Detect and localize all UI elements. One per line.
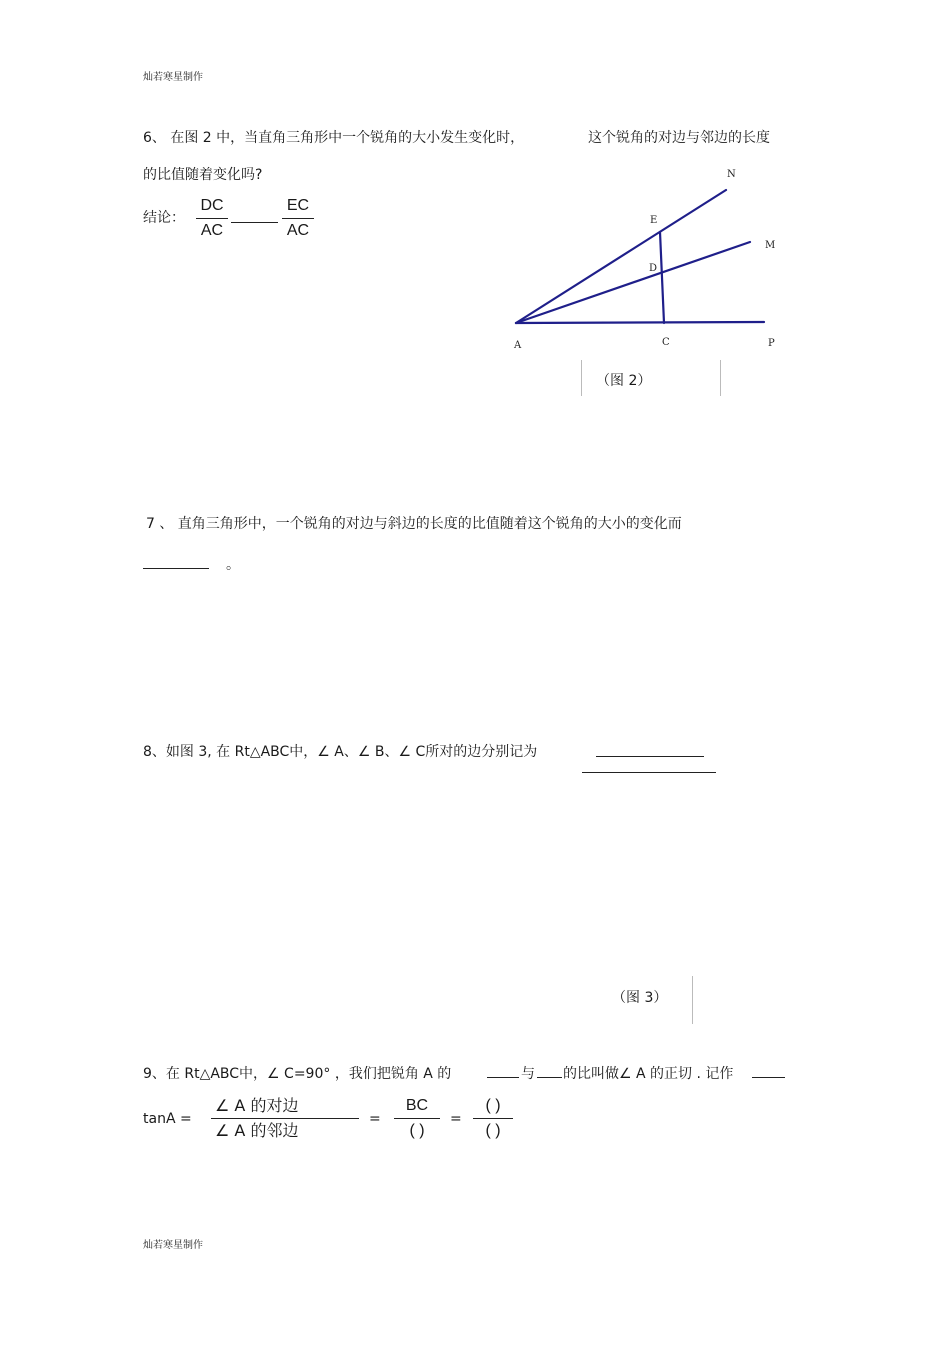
label-a: A <box>514 340 522 351</box>
fraction-denominator: AC <box>286 222 310 239</box>
figure-2-frame-left <box>581 360 582 396</box>
q6-fraction-ec-ac <box>282 196 314 241</box>
q8-text-line1: 8、如图 3, 在 Rt△ABC中，∠ A、∠ B、∠ C所对的边分别记为 <box>143 744 538 760</box>
page-footer: 灿若寒星制作 <box>143 1240 203 1251</box>
fraction-bar <box>211 1118 359 1119</box>
fraction-bar <box>282 218 314 219</box>
q6-answer-blank[interactable] <box>231 222 278 223</box>
line-am <box>516 242 750 323</box>
fraction-denominator: AC <box>200 222 224 239</box>
q7-period: 。 <box>226 557 240 573</box>
line-an <box>516 190 726 323</box>
q9-blank-3[interactable] <box>752 1077 785 1078</box>
figure-3-caption: （图 3） <box>612 990 668 1006</box>
q9-text-part-b: 与 <box>521 1066 535 1082</box>
label-n: N <box>727 169 736 180</box>
q6-text-line1b: 这个锐角的对边与邻边的长度 <box>588 130 770 146</box>
page-header: 灿若寒星制作 <box>143 72 203 83</box>
fraction-numerator: ( ) <box>485 1097 501 1114</box>
fraction-denominator: ( ) <box>409 1122 425 1139</box>
q9-text-part-a: 9、在 Rt△ABC中，∠ C=90° ，我们把锐角 A 的 <box>143 1066 452 1082</box>
figure-2-diagram <box>500 160 800 360</box>
q7-answer-blank[interactable] <box>143 568 209 569</box>
q9-equals-2: = <box>450 1111 462 1127</box>
fraction-bar <box>473 1118 513 1119</box>
figure-3-frame-right <box>692 976 693 1024</box>
q8-answer-blank-1[interactable] <box>596 756 704 757</box>
label-c: C <box>662 337 670 348</box>
q9-equals-1: = <box>369 1111 381 1127</box>
fraction-numerator: ∠ A 的对边 <box>215 1096 299 1115</box>
q8-answer-blank-2[interactable] <box>582 772 716 773</box>
line-ec <box>660 232 664 323</box>
line-ap <box>516 322 764 323</box>
figure-2-caption: （图 2） <box>596 373 652 389</box>
q7-text-line1: 7 、 直角三角形中，一个锐角的对边与斜边的长度的比值随着这个锐角的大小的变化而 <box>146 516 682 532</box>
fraction-denominator: ∠ A 的邻边 <box>215 1121 299 1140</box>
q6-text-line2: 的比值随着变化吗? <box>143 167 263 183</box>
q9-text-part-c: 的比叫做∠ A 的正切 . 记作 <box>563 1066 734 1082</box>
fraction-denominator: ( ) <box>485 1122 501 1139</box>
q9-blank-1[interactable] <box>487 1077 519 1078</box>
label-p: P <box>768 338 775 349</box>
q6-text-line1a: 6、 在图 2 中，当直角三角形中一个锐角的大小发生变化时， <box>143 130 525 146</box>
q9-blank-2[interactable] <box>537 1077 562 1078</box>
q9-fraction-bc <box>394 1096 440 1141</box>
fraction-bar <box>394 1118 440 1119</box>
label-d: D <box>649 263 658 274</box>
fraction-numerator: DC <box>200 197 224 214</box>
q6-conclusion-label: 结论： <box>143 210 185 226</box>
fraction-numerator: EC <box>286 197 310 214</box>
q9-fraction-opposite-adjacent <box>211 1096 359 1141</box>
label-e: E <box>650 215 658 226</box>
q9-fraction-blank <box>473 1096 513 1141</box>
figure-2-frame-right <box>720 360 721 396</box>
fraction-numerator: BC <box>405 1097 429 1114</box>
fraction-bar <box>196 218 228 219</box>
label-m: M <box>765 240 776 251</box>
q6-fraction-dc-ac <box>196 196 228 241</box>
q9-tan-label: tanA = <box>143 1111 192 1127</box>
